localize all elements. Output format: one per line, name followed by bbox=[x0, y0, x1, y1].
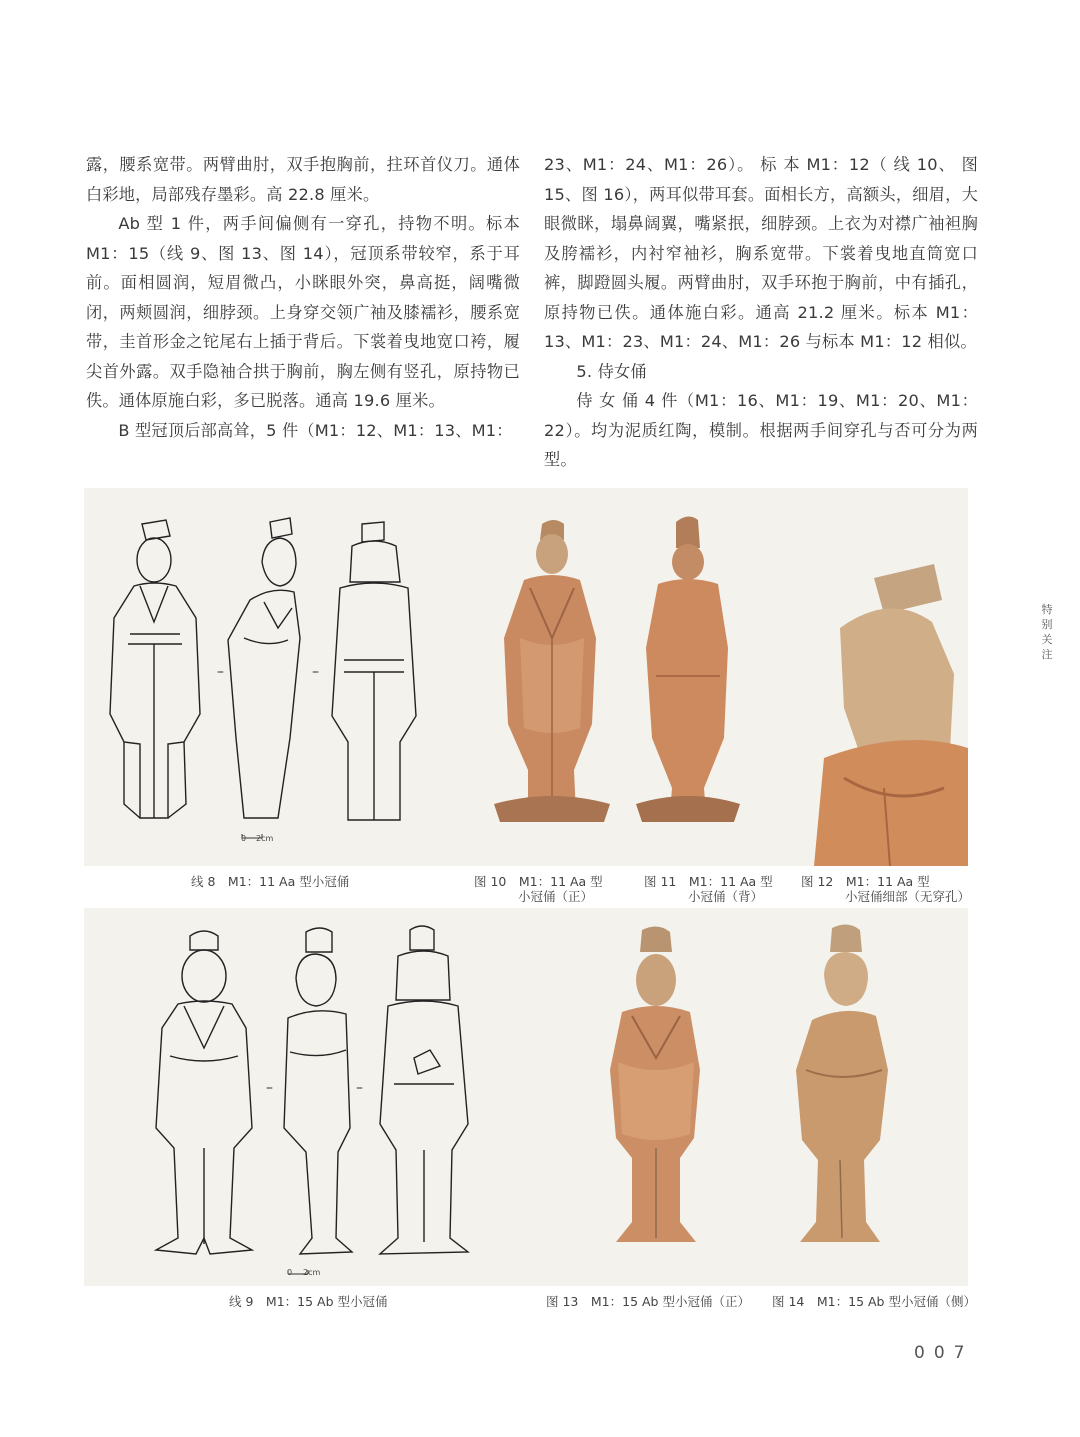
paragraph: 露，腰系宽带。两臂曲肘，双手抱胸前，拄环首仪刀。通体白彩地，局部残存墨彩。高 22.8 厘米。 bbox=[86, 155, 520, 204]
figure-drawings-top bbox=[84, 488, 968, 866]
svg-text:–: – bbox=[266, 1080, 273, 1096]
svg-text:–: – bbox=[312, 664, 319, 680]
line-drawing-side bbox=[284, 928, 352, 1254]
caption-fig11 bbox=[644, 874, 773, 904]
caption-fig10 bbox=[474, 874, 603, 904]
left-text-column bbox=[86, 150, 520, 445]
line-drawing-front bbox=[110, 520, 200, 818]
paragraph: 侍 女 俑 4 件（M1：16、M1：19、M1：20、M1：22）。均为泥质红陶，模制。根据两手间穿孔与否可分为两型。 bbox=[544, 391, 978, 469]
side-section-tab: 特别关注 bbox=[1041, 603, 1053, 661]
page-number: 007 bbox=[914, 1343, 974, 1363]
scale-zero-top: 0 bbox=[241, 834, 247, 843]
caption-line8: 线 8 M1：11 Aa 型小冠俑 bbox=[191, 874, 350, 889]
line-drawing-side bbox=[228, 518, 300, 818]
section-heading: 5. 侍女俑 bbox=[576, 361, 647, 381]
caption-fig14: 图 14 M1：15 Ab 型小冠俑（侧） bbox=[772, 1294, 976, 1309]
paragraph: B 型冠顶后部高耸，5 件（M1：12、M1：13、M1： bbox=[118, 420, 513, 440]
caption-fig12-line2: 小冠俑细部（无穿孔） bbox=[845, 889, 971, 904]
caption-line9: 线 9 M1：15 Ab 型小冠俑 bbox=[229, 1294, 388, 1309]
right-text-column bbox=[544, 150, 978, 475]
photo-figure-front bbox=[494, 520, 610, 822]
svg-text:–: – bbox=[356, 1080, 363, 1096]
photo-figure-side bbox=[796, 924, 888, 1242]
scale-label-top: 2cm bbox=[256, 834, 274, 843]
caption-fig12 bbox=[801, 874, 970, 904]
caption-fig10-line2: 小冠俑（正） bbox=[518, 889, 594, 904]
paragraph: Ab 型 1 件，两手间偏侧有一穿孔，持物不明。标本 M1：15（线 9、图 13、图 14），冠顶系带较窄，系于耳前。面相圆润，短眉微凸，小眯眼外突，鼻高挺，阔嘴微闭，两颊圆润，细脖颈。上身穿交领广袖及膝襦衫，腰系宽带，圭首形金之铊尾右上插于背后。下裳着曳地宽口袴，履尖首外露。双手隐袖合拱于胸前，胸左侧有竖孔，原持物已佚。通体原施白彩，多已脱落。通高 19.6 厘米。 bbox=[86, 214, 520, 410]
caption-fig11-line2: 小冠俑（背） bbox=[688, 889, 764, 904]
svg-text:–: – bbox=[217, 664, 224, 680]
caption-fig13: 图 13 M1：15 Ab 型小冠俑（正） bbox=[546, 1294, 750, 1309]
caption-fig10-line1: 图 10 M1：11 Aa 型 bbox=[474, 874, 603, 889]
scale-label-bottom: 2cm bbox=[303, 1268, 321, 1277]
line-drawing-front bbox=[156, 931, 252, 1254]
caption-fig12-line1: 图 12 M1：11 Aa 型 bbox=[801, 874, 930, 889]
photo-figure-front bbox=[610, 926, 700, 1242]
line-drawing-back bbox=[332, 522, 416, 820]
paragraph: 23、M1：24、M1：26）。 标 本 M1：12（ 线 10、 图 15、图 16），两耳似带耳套。面相长方，高额头，细眉，大眼微眯，塌鼻阔翼，嘴紧抿，细脖颈。上衣为对襟广袖袒胸及胯襦衫，内衬窄袖衫，胸系宽带。下裳着曳地直筒宽口裤，脚蹬圆头履。两臂曲肘，双手环抱于胸前，中有插孔，原持物已佚。通体施白彩。通高 21.2 厘米。标本 M1：13、M1：23、M1：24、M1：26 与标本 M1：12 相似。 bbox=[544, 155, 978, 351]
figure-drawings-bottom bbox=[84, 908, 968, 1286]
photo-figure-back bbox=[636, 516, 740, 822]
line-drawing-back bbox=[380, 926, 468, 1254]
photo-figure-detail bbox=[814, 564, 968, 866]
figure-panel-bottom bbox=[84, 908, 968, 1286]
caption-fig11-line1: 图 11 M1：11 Aa 型 bbox=[644, 874, 773, 889]
figure-panel-top bbox=[84, 488, 968, 866]
scale-zero-bottom: 0 bbox=[287, 1268, 293, 1277]
